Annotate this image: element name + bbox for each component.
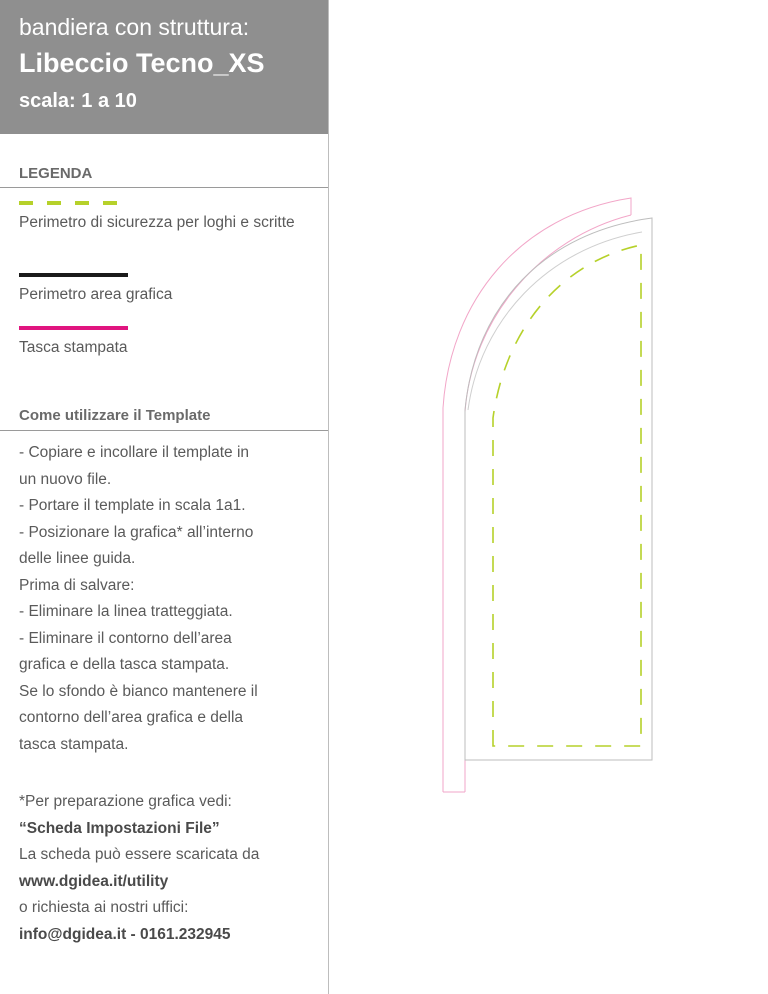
- instruction-line: un nuovo file.: [19, 470, 112, 488]
- instruction-line: - Eliminare la linea tratteggiata.: [19, 603, 233, 620]
- graphic-area-inner-curve: [468, 232, 642, 410]
- instruction-line: contorno dell’area grafica e della: [19, 709, 244, 726]
- instruction-line: grafica e della tasca stampata.: [19, 656, 230, 673]
- legend-label-graphic-area: Perimetro area grafica: [19, 286, 173, 303]
- instruction-line: - Eliminare il contorno dell’area: [19, 629, 232, 647]
- legend-label-safety: Perimetro di sicurezza per loghi e scritte: [19, 214, 295, 231]
- pocket-outline: [443, 198, 631, 792]
- legend-title: LEGENDA: [19, 165, 93, 182]
- footer-doc-name: “Scheda Impostazioni File”: [19, 819, 220, 837]
- instruction-line: Prima di salvare:: [19, 576, 135, 594]
- legend-label-pocket: Tasca stampata: [19, 339, 128, 356]
- footer-url-link[interactable]: www.dgidea.it/utility: [19, 872, 169, 890]
- product-name: Libeccio Tecno_XS: [19, 48, 265, 78]
- instruction-line: - Portare il template in scala 1a1.: [19, 497, 246, 514]
- header-subtitle: bandiera con struttura:: [19, 14, 250, 40]
- scale-label: scala: 1 a 10: [19, 90, 137, 112]
- instruction-line: tasca stampata.: [19, 735, 129, 753]
- instruction-line: delle linee guida.: [19, 550, 136, 567]
- instruction-line: - Posizionare la grafica* all’interno: [19, 523, 254, 541]
- pocket-outline-inner: [465, 215, 631, 792]
- instruction-line: - Copiare e incollare il template in: [19, 444, 250, 461]
- footer-note: *Per preparazione grafica vedi:: [19, 793, 232, 810]
- footer-or: o richiesta ai nostri uffici:: [19, 899, 189, 916]
- footer-contact[interactable]: info@dgidea.it - 0161.232945: [19, 925, 231, 943]
- howto-title: Come utilizzare il Template: [19, 407, 211, 424]
- instruction-line: Se lo sfondo è bianco mantenere il: [19, 682, 258, 700]
- footer-download: La scheda può essere scaricata da: [19, 846, 260, 863]
- safety-perimeter: [493, 245, 641, 746]
